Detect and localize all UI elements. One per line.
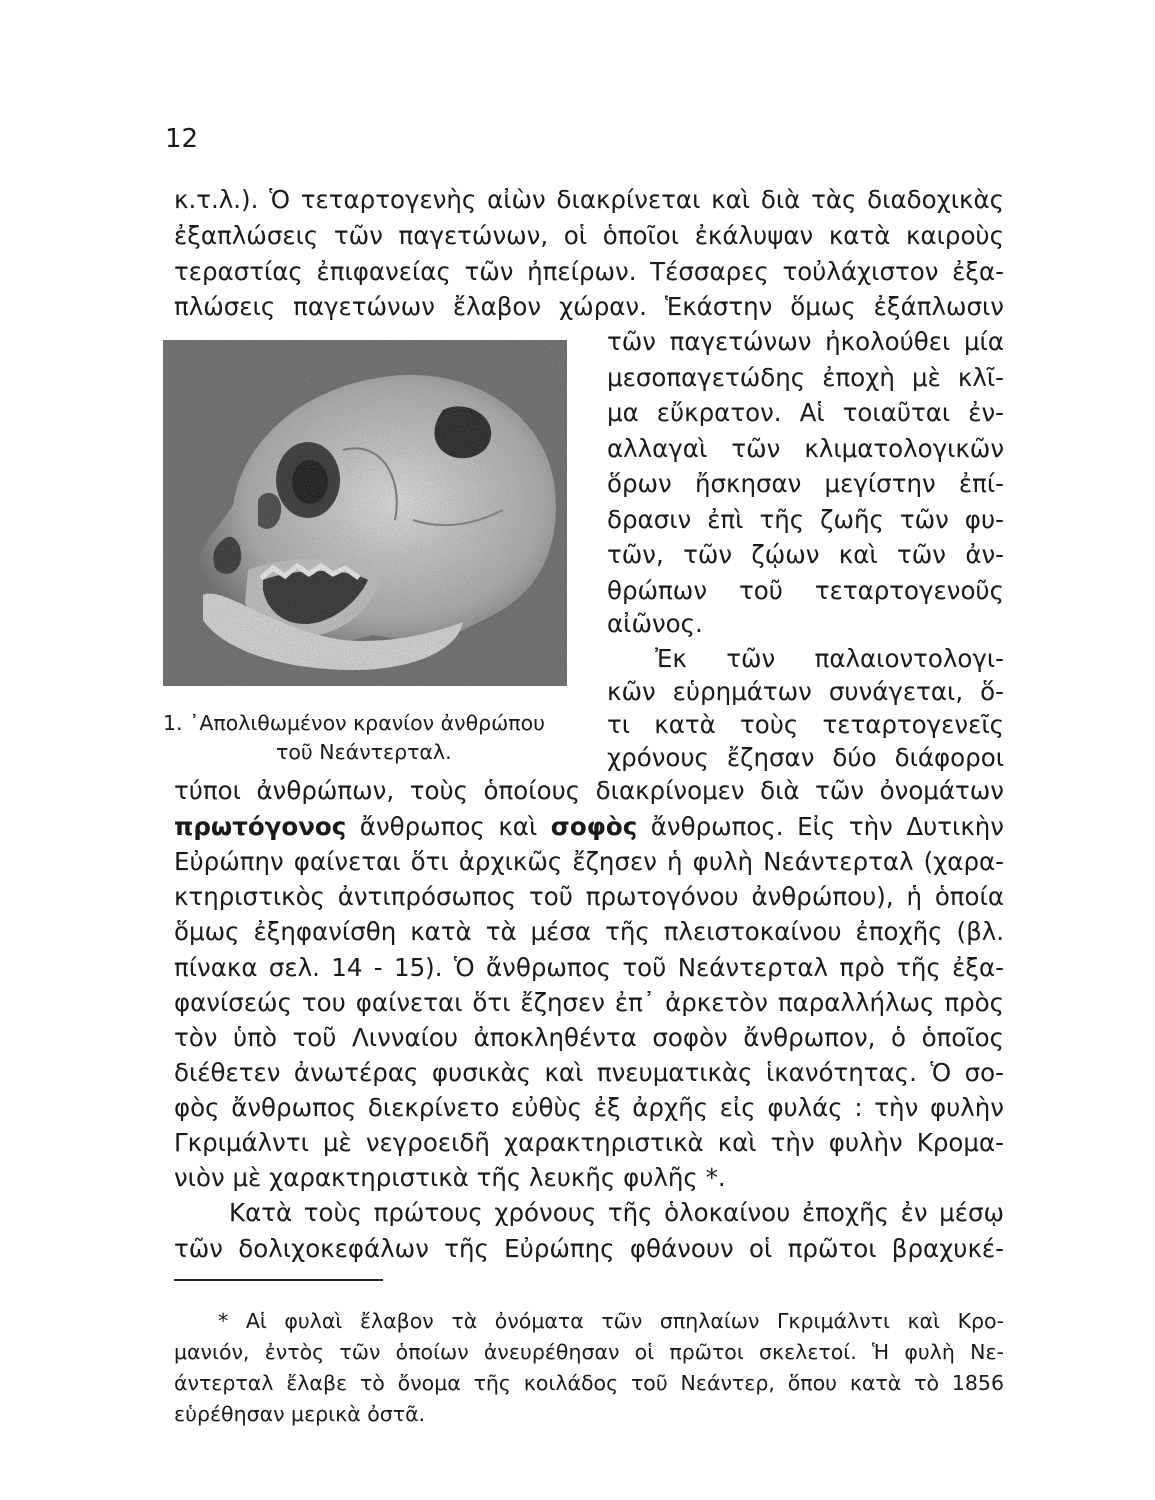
text-line: τι κατὰ τοὺς τεταρτογενεῖς xyxy=(607,710,1004,739)
text-line: κῶν εὑρημάτων συνάγεται, ὅ- xyxy=(607,677,1004,706)
text-line: τεραστίας ἐπιφανείας τῶν ἠπείρων. Τέσσαρες τοὐλάχιστον ἐξα- xyxy=(174,257,1004,286)
text-line: Ἐκ τῶν παλαιοντολογι- xyxy=(655,644,1004,673)
text-line: τύποι ἀνθρώπων, τοὺς ὁποίους διακρίνομεν διὰ τῶν ὀνομάτων xyxy=(174,776,1004,805)
figure-caption-continued: τοῦ Νεάντερταλ. xyxy=(276,740,452,764)
text-line: νιὸν μὲ χαρακτηριστικὰ τῆς λευκῆς φυλῆς *. xyxy=(174,1163,726,1192)
neanderthal-skull-photo xyxy=(163,340,567,686)
text-line: Εὐρώπην φαίνεται ὅτι ἀρχικῶς ἔζησεν ἡ φυλὴ Νεάντερταλ (χαρα- xyxy=(174,847,1004,876)
text-line: ὅμως ἐξηφανίσθη κατὰ τὰ μέσα τῆς πλειστοκαίνου ἐποχῆς (βλ. xyxy=(174,917,1004,946)
text-line: αἰῶνος. xyxy=(607,609,703,638)
footnote-rule xyxy=(174,1279,383,1281)
text-line: αλλαγαὶ τῶν κλιματολογικῶν xyxy=(607,434,1004,463)
text-line: μα εὔκρατον. Αἱ τοιαῦται ἐν- xyxy=(607,398,1004,427)
text-line: δρασιν ἐπὶ τῆς ζωῆς τῶν φυ- xyxy=(607,505,1004,534)
text-line: φὸς ἄνθρωπος διεκρίνετο εὐθὺς ἐξ ἀρχῆς εἰς φυλάς : τὴν φυλὴν xyxy=(174,1093,1004,1122)
text-line: τῶν, τῶν ζῴων καὶ τῶν ἀν- xyxy=(607,540,1004,569)
footnote-line: άντερταλ ἔλαβε τὸ ὄνομα τῆς κοιλάδος τοῦ Νεάντερ, ὅπου κατὰ τὸ 1856 xyxy=(174,1371,1004,1395)
text-line: μεσοπαγετώδης ἐποχὴ μὲ κλῖ- xyxy=(607,363,1004,392)
text-line: διέθετεν ἀνωτέρας φυσικὰς καὶ πνευματικὰς ἱκανότητας. Ὁ σο- xyxy=(174,1058,1004,1087)
text-line: τῶν παγετώνων ἠκολούθει μία xyxy=(607,327,1004,356)
text-line: Γκριμάλντι μὲ νεγροειδῆ χαρακτηριστικὰ καὶ τὴν φυλὴν Κρομα- xyxy=(174,1128,1004,1157)
bold-term: σοφὸς xyxy=(550,812,638,841)
text-line: θρώπων τοῦ τεταρτογενοῦς xyxy=(607,576,1004,605)
figure-caption: 1. ᾿Απολιθωμένον κρανίον ἀνθρώπου xyxy=(163,711,546,735)
text-line: κ.τ.λ.). Ὁ τεταρτογενὴς αἰὼν διακρίνεται καὶ διὰ τὰς διαδοχικὰς xyxy=(174,185,1004,214)
text-line: Κατὰ τοὺς πρώτους χρόνους τῆς ὁλοκαίνου ἐποχῆς ἐν μέσῳ xyxy=(229,1198,1004,1227)
text-line: τῶν δολιχοκεφάλων τῆς Εὐρώπης φθάνουν οἱ πρῶτοι βραχυκέ- xyxy=(174,1234,1004,1263)
text-line-with-bold-terms: πρωτόγονος ἄνθρωπος καὶ σοφὸς ἄνθρωπος. Εἰς τὴν Δυτικὴν xyxy=(174,812,1004,841)
footnote-line: * Αἱ φυλαὶ ἔλαβον τὰ ὀνόματα τῶν σπηλαίων Γκριμάλντι καὶ Κρο- xyxy=(218,1309,1004,1333)
text-line: χρόνους ἔζησαν δύο διάφοροι xyxy=(607,743,1004,772)
text-line: πίνακα σελ. 14 - 15). Ὁ ἄνθρωπος τοῦ Νεάντερταλ πρὸ τῆς ἐξα- xyxy=(174,953,1004,982)
text-line: τὸν ὑπὸ τοῦ Λινναίου ἀποκληθέντα σοφὸν ἄνθρωπον, ὁ ὁποῖος xyxy=(174,1023,1004,1052)
page-number: 12 xyxy=(165,124,199,154)
text-line: φανίσεώς του φαίνεται ὅτι ἔζησεν ἐπ᾿ ἀρκετὸν παραλλήλως πρὸς xyxy=(174,988,1004,1017)
text-line: πλώσεις παγετώνων ἔλαβον χώραν. Ἑκάστην ὅμως ἐξάπλωσιν xyxy=(174,292,1004,321)
text-line: ὅρων ἤσκησαν μεγίστην ἐπί- xyxy=(607,469,1004,498)
footnote-line: μανιόν, ἐντὸς τῶν ὁποίων ἀνευρέθησαν οἱ πρῶτοι σκελετοί. Ἡ φυλὴ Νε- xyxy=(174,1340,1004,1364)
text-line: κτηριστικὸς ἀντιπρόσωπος τοῦ πρωτογόνου ἀνθρώπου), ἡ ὁποία xyxy=(174,882,1004,911)
bold-term: πρωτόγονος xyxy=(174,812,347,841)
text-line: ἐξαπλώσεις τῶν παγετώνων, οἱ ὁποῖοι ἐκάλυψαν κατὰ καιροὺς xyxy=(174,221,1004,250)
footnote-line: εὑρέθησαν μερικὰ ὀστᾶ. xyxy=(174,1402,426,1426)
